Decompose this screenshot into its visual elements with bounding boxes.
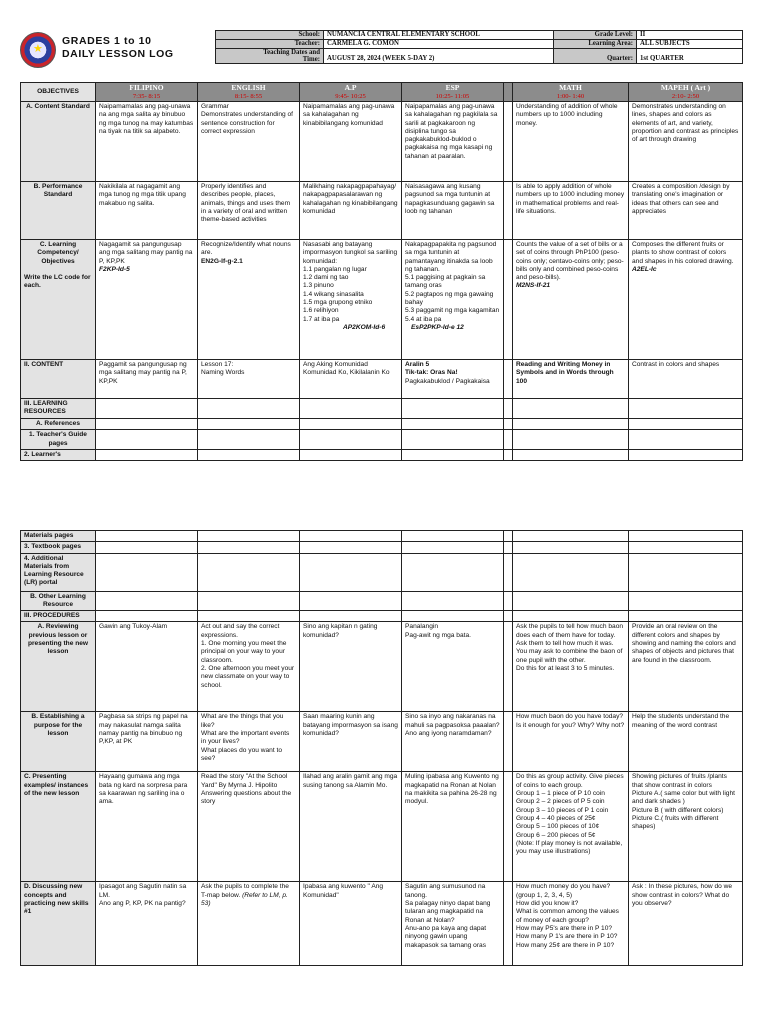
page-bottom xyxy=(20,530,742,966)
row-label: B. Performance Standard xyxy=(21,182,96,240)
empty-cell xyxy=(300,449,402,460)
row-discussing-concepts xyxy=(21,882,743,966)
row-textbook-pages xyxy=(21,542,743,553)
empty-cell xyxy=(198,611,300,622)
cell-esp: Muling ipabasa ang Kuwento ng magkapatid na Ronan at Nolan na makikita sa pahina 26-28 ng modyul. xyxy=(402,772,504,882)
log-header xyxy=(20,30,742,74)
empty-cell xyxy=(402,611,504,622)
cell-esp: Sino sa inyo ang nakaranas na mahuli sa pagpasoksa paaalan? Ano ang iyong naramdaman? xyxy=(402,712,504,772)
cell-ap: Saan maaring kunin ang batayang impormasyon sa isang komunidad? xyxy=(300,712,402,772)
row-label: B. Other Learning Resource xyxy=(21,591,96,611)
objectives-header: OBJECTIVES xyxy=(21,83,96,102)
lc-code: F2KP-Id-5 xyxy=(99,265,130,273)
separator-cell xyxy=(504,553,513,591)
empty-cell xyxy=(629,531,743,542)
dates-label-1: Teaching Dates and xyxy=(263,49,320,56)
empty-cell xyxy=(198,399,300,419)
empty-cell xyxy=(198,419,300,430)
row-references xyxy=(21,419,743,430)
empty-cell xyxy=(629,611,743,622)
row-content-standard xyxy=(21,102,743,182)
title-line-2: DAILY LESSON LOG xyxy=(62,48,174,60)
subject-time: 2:10- 2:50 xyxy=(671,93,700,100)
empty-cell xyxy=(300,553,402,591)
lc-code: EN2G-If-g-2.1 xyxy=(201,257,243,265)
cell-math: Do this as group activity. Give pieces of coins to each group. Group 1 – 1 piece of P 10 coin Group 2 – 2 pieces of P 5 coin Group 3 – 10 pieces of P 1 coin Group 4 – 40 pieces of 25¢ Group 5 – 100 pieces of 10¢ Group 6 – 200 pieces of 5¢ (Note: If play money is not available, you may use illustrations) xyxy=(513,772,629,882)
separator-cell xyxy=(504,430,513,450)
empty-cell xyxy=(402,430,504,450)
empty-cell xyxy=(629,430,743,450)
cell-text: Recognize/Identify what nouns are. xyxy=(201,241,291,257)
subject-time: 8:15- 8:55 xyxy=(234,93,263,100)
empty-cell xyxy=(96,542,198,553)
lc-code: A2EL-Ic xyxy=(632,265,657,273)
lc-code: AP2KOM-Id-6 xyxy=(343,323,386,331)
cell-math: Ask the pupils to tell how much baon does each of them have for today. Ask them to tell how much it was. You may ask to combine the baon of one pupil with the other. Do this for at least 3 to 5 minutes. xyxy=(513,622,629,712)
row-label: A. References xyxy=(21,419,96,430)
cell-filipino xyxy=(96,240,198,360)
row-label: III. PROCEDURES xyxy=(21,611,96,622)
cell-text: Counts the value of a set of bills or a set of coins through PhP100 (peso-coins only; centavo-coins only; peso-bills only and combined peso-coins and peso-bills). xyxy=(516,241,624,282)
empty-cell xyxy=(402,591,504,611)
row-presenting-examples xyxy=(21,772,743,882)
cell-mapeh: Provide an oral review on the different colors and shapes by showing and naming the colors and shapes of objects and pictures that are found in the classroom. xyxy=(629,622,743,712)
row-label: 4. Additional Materials from Learning Resource (LR) portal xyxy=(21,553,96,591)
separator-cell xyxy=(504,102,513,182)
subject-ap xyxy=(300,83,402,102)
cell-math: How much money do you have? (group 1, 2, 3, 4, 5) How did you know it? What is common among the values of money of each group? How may P5's are there in P 10? How many P 1's are there in P 10? How many 25¢ are there in P 10? xyxy=(513,882,629,966)
cell-ap: Ipabasa ang kuwento " Ang Komunidad" xyxy=(300,882,402,966)
grade-value: II xyxy=(637,31,743,40)
empty-cell xyxy=(513,553,629,591)
separator-cell xyxy=(504,712,513,772)
separator-cell xyxy=(504,622,513,712)
empty-cell xyxy=(96,591,198,611)
cell-esp: Panalangin Pag-awit ng mga bata. xyxy=(402,622,504,712)
teacher-label: Teacher: xyxy=(216,40,324,49)
subject-time: 10:25- 11:05 xyxy=(435,93,470,100)
empty-cell xyxy=(402,449,504,460)
subject-name: FILIPINO xyxy=(129,83,164,92)
row-label: B. Establishing a purpose for the lesson xyxy=(21,712,96,772)
quarter-label: Quarter: xyxy=(554,49,637,64)
empty-cell xyxy=(402,419,504,430)
cell-math xyxy=(513,240,629,360)
title-line-1: GRADES 1 to 10 xyxy=(62,35,152,47)
row-label xyxy=(21,240,96,360)
empty-cell xyxy=(96,611,198,622)
cell-english: Act out and say the correct expressions. 1. One morning you meet the principal on your way to your classroom. 2. One afternoon you meet your new classmate on your way to school. xyxy=(198,622,300,712)
separator-cell xyxy=(504,591,513,611)
cell-esp: Naisasagawa ang kusang pagsunod sa mga tuntunin at napagkasunduang gagawin sa loob ng tahanan xyxy=(402,182,504,240)
cell-english: What are the things that you like? What are the important events in your lives? What places do you want to see? xyxy=(198,712,300,772)
subject-mapeh xyxy=(629,83,743,102)
empty-cell xyxy=(513,419,629,430)
dates-value: AUGUST 28, 2024 (WEEK 5-DAY 2) xyxy=(324,49,554,64)
cell-esp: Sagutin ang sumusunod na tanong. Sa palagay ninyo dapat bang tularan ang magkapatid na Ronan at Nolan? Anu-ano pa kaya ang dapat ninyong gawin upang makapasok sa tamang oras xyxy=(402,882,504,966)
empty-cell xyxy=(300,419,402,430)
row-label: 1. Teacher's Guide pages xyxy=(21,430,96,450)
empty-cell xyxy=(300,399,402,419)
lc-code: M2NS-If-21 xyxy=(516,282,551,290)
subject-name: A.P xyxy=(344,83,357,92)
cell-english: Grammar Demonstrates understanding of sentence construction for correct expression xyxy=(198,102,300,182)
separator-cell xyxy=(504,240,513,360)
empty-cell xyxy=(513,430,629,450)
subject-esp xyxy=(402,83,504,102)
empty-cell xyxy=(402,542,504,553)
separator-cell xyxy=(504,531,513,542)
row-label: Materials pages xyxy=(21,531,96,542)
teacher-value: CARMELA G. COMON xyxy=(324,40,554,49)
cell-mapeh: Ask : In these pictures, how do we show contrast in colors? What do you observe? xyxy=(629,882,743,966)
empty-cell xyxy=(513,611,629,622)
cell-mapeh: Help the students understand the meaning of the word contrast xyxy=(629,712,743,772)
empty-cell xyxy=(96,553,198,591)
competency-label: C. Learning Competency/ Objectives xyxy=(37,241,79,265)
empty-cell xyxy=(198,591,300,611)
cell-filipino: Ipasagot ang Sagutin natin sa LM. Ano ang P, KP, PK na pantig? xyxy=(96,882,198,966)
empty-cell xyxy=(402,531,504,542)
separator-cell xyxy=(504,360,513,399)
subject-name: MAPEH ( Art ) xyxy=(660,83,711,92)
row-establishing-purpose xyxy=(21,712,743,772)
subject-name: ESP xyxy=(445,83,460,92)
cell-text: Ask the pupils to complete the T-map below. xyxy=(201,883,289,899)
cell-esp xyxy=(402,360,504,399)
cell-text: Nagagamit sa pangungusap ang mga salitang may pantig na P, KP,PK xyxy=(99,241,193,265)
row-label: III. LEARNING RESOURCES xyxy=(21,399,96,419)
separator-cell xyxy=(504,449,513,460)
cell-esp: Naipapamalas ang pag-unawa sa kahalagahan ng pagkilala sa sarili at pagkakaroon ng disiplina tungo sa pagkakabuklod-buklod o pagkakaisa ng mga kasapi ng tahanan at paaralan. xyxy=(402,102,504,182)
empty-cell xyxy=(513,542,629,553)
separator-cell xyxy=(504,399,513,419)
subject-header-row xyxy=(21,83,743,102)
cell-filipino: Nakikilala at nagagamit ang mga tunog ng mga titik upang makabuo ng salita. xyxy=(96,182,198,240)
subject-filipino xyxy=(96,83,198,102)
row-label: 3. Textbook pages xyxy=(21,542,96,553)
empty-cell xyxy=(402,399,504,419)
quarter-value: 1st QUARTER xyxy=(637,49,743,64)
empty-cell xyxy=(96,419,198,430)
cell-text: Composes the different fruits or plants to show contrast of colors and shapes in his colored drawing. xyxy=(632,241,734,265)
empty-cell xyxy=(300,611,402,622)
cell-english: Read the story "At the School Yard" By Myrna J. Hipolito Answering questions about the story xyxy=(198,772,300,882)
separator-cell xyxy=(504,542,513,553)
cell-ap: Ilahad ang aralin gamit ang mga susing tanong sa Alamin Mo. xyxy=(300,772,402,882)
log-title xyxy=(62,35,174,61)
cell-ap: Malikhaing nakapagpapahayag/ nakapagpapasalarawan ng kahalagahan ng kinabibilangang komunidad xyxy=(300,182,402,240)
empty-cell xyxy=(629,449,743,460)
separator-cell xyxy=(504,611,513,622)
empty-cell xyxy=(198,430,300,450)
esp-lesson-title: Aralin 5 Tik-tak: Oras Na! xyxy=(405,361,458,377)
cell-filipino: Hayaang gumawa ang mga bata ng kard na sorpresa para sa kaarawan ng sariling ina o ama. xyxy=(96,772,198,882)
cell-text: Nakapagpapakita ng pagsunod sa mga tuntunin at pamantayang itinakda sa loob ng tahanan. 5.1 paggising at pagkain sa tamang oras 5.2 pagtapos ng mga gawaing bahay 5.3 paggamit ng mga kagamitan 5.4 at iba pa xyxy=(405,241,500,323)
subject-name: ENGLISH xyxy=(231,83,266,92)
empty-cell xyxy=(198,553,300,591)
cell-mapeh: Demonstrates understanding on lines, shapes and colors as elements of art, and variety, proportion and contrast as principles of art through drawing xyxy=(629,102,743,182)
area-value: ALL SUBJECTS xyxy=(637,40,743,49)
page-top xyxy=(20,30,742,461)
school-label: School: xyxy=(216,31,324,40)
empty-cell xyxy=(629,399,743,419)
subject-time: 7:35- 8:15 xyxy=(132,93,161,100)
row-learning-resources xyxy=(21,399,743,419)
empty-cell xyxy=(513,449,629,460)
row-learners xyxy=(21,449,743,460)
empty-cell xyxy=(96,399,198,419)
cell-math: Understanding of addition of whole numbers up to 1000 including money. xyxy=(513,102,629,182)
cell-mapeh xyxy=(629,240,743,360)
cell-english xyxy=(198,882,300,966)
row-content xyxy=(21,360,743,399)
empty-cell xyxy=(629,542,743,553)
row-additional-materials xyxy=(21,553,743,591)
cell-mapeh: Creates a composition /design by translating one's imagination or ideas that others can see and appreciates xyxy=(629,182,743,240)
grade-label: Grade Level: xyxy=(554,31,637,40)
empty-cell xyxy=(198,449,300,460)
empty-cell xyxy=(513,531,629,542)
lc-code: EsP2PKP-Id-e 12 xyxy=(411,323,464,331)
separator-cell xyxy=(504,772,513,882)
cell-filipino: Naipamamalas ang pag-unawa na ang mga salita ay binubuo ng mga tunog na may katumbas na tiyak na titik sa alpabeto. xyxy=(96,102,198,182)
school-value: NUMANCIA CENTRAL ELEMENTARY SCHOOL xyxy=(324,31,554,40)
separator-cell xyxy=(504,83,513,102)
empty-cell xyxy=(402,553,504,591)
empty-cell xyxy=(96,449,198,460)
row-learning-competency xyxy=(21,240,743,360)
separator-cell xyxy=(504,419,513,430)
empty-cell xyxy=(300,531,402,542)
cell-english: Properly identifies and describes people, places, animals, things and uses them in a variety of oral and written theme-based activities xyxy=(198,182,300,240)
empty-cell xyxy=(300,430,402,450)
row-label: C. Presenting examples/ instances of the new lesson xyxy=(21,772,96,882)
cell-filipino: Paggamit sa pangungusap ng mga salitang may pantig na P, KP,PK xyxy=(96,360,198,399)
row-performance-standard xyxy=(21,182,743,240)
empty-cell xyxy=(629,419,743,430)
empty-cell xyxy=(96,531,198,542)
empty-cell xyxy=(513,591,629,611)
empty-cell xyxy=(198,542,300,553)
row-label: A. Content Standard xyxy=(21,102,96,182)
cell-text: Nasasabi ang batayang impormasyon tungkol sa sariling komunidad: 1.1 pangalan ng lugar 1.2 dami ng tao 1.3 pinuno 1.4 wikang sinasalita 1.5 mga grupong etniko 1.6 relihiyon 1.7 at iba pa xyxy=(303,241,398,323)
cell-english: Lesson 17: Naming Words xyxy=(198,360,300,399)
cell-ap xyxy=(300,240,402,360)
row-other-resources xyxy=(21,591,743,611)
empty-cell xyxy=(300,591,402,611)
deped-seal-icon: ★ xyxy=(20,32,56,68)
header-info-table xyxy=(215,30,743,64)
lc-code-note: Write the LC code for each. xyxy=(24,273,91,290)
cell-mapeh: Contrast in colors and shapes xyxy=(629,360,743,399)
empty-cell xyxy=(96,430,198,450)
row-label: D. Discussing new concepts and practicing new skills #1 xyxy=(21,882,96,966)
cell-ap: Naipamamalas ang pag-unawa sa kahalagahan ng kinabibilangang komunidad xyxy=(300,102,402,182)
subject-english xyxy=(198,83,300,102)
cell-filipino: Pagbasa sa strips ng papel na may nakasulat namga salita namay pantig na binubuo ng P,KP, at PK xyxy=(96,712,198,772)
subject-time: 1:00- 1:40 xyxy=(556,93,585,100)
lesson-table-top xyxy=(20,82,743,461)
row-label: II. CONTENT xyxy=(21,360,96,399)
cell-math: Is able to apply addition of whole numbers up to 1000 including money in mathematical problems and real-life situations. xyxy=(513,182,629,240)
dates-label xyxy=(216,49,324,64)
area-label: Learning Area: xyxy=(554,40,637,49)
row-procedures xyxy=(21,611,743,622)
separator-cell xyxy=(504,882,513,966)
cell-english xyxy=(198,240,300,360)
row-label: A. Reviewing previous lesson or presenting the new lesson xyxy=(21,622,96,712)
cell-mapeh: Showing pictures of fruits /plants that show contrast in colors Picture A.( same color but with light and dark shades ) Picture B ( with different colors) Picture C.( fruits with different shapes) xyxy=(629,772,743,882)
cell-math: Reading and Writing Money in Symbols and in Words through 100 xyxy=(513,360,629,399)
lm-reference: (Refer to LM, p. 53) xyxy=(201,891,288,908)
separator-cell xyxy=(504,182,513,240)
row-label: 2. Learner's xyxy=(21,449,96,460)
empty-cell xyxy=(629,591,743,611)
row-reviewing xyxy=(21,622,743,712)
cell-ap: Ang Aking Komunidad Komunidad Ko, Kikilalanin Ko xyxy=(300,360,402,399)
subject-math xyxy=(513,83,629,102)
subject-time: 9:45- 10:25 xyxy=(335,93,366,100)
cell-math: How much baon do you have today? Is it enough for you? Why? Why not? xyxy=(513,712,629,772)
row-teachers-guide xyxy=(21,430,743,450)
cell-text: Pagkakabuklod / Pagkakaisa xyxy=(405,377,490,385)
cell-filipino: Gawin ang Tukoy-Alam xyxy=(96,622,198,712)
row-materials-pages xyxy=(21,531,743,542)
empty-cell xyxy=(300,542,402,553)
empty-cell xyxy=(629,553,743,591)
dates-label-2: Time: xyxy=(302,56,320,63)
lesson-table-bottom xyxy=(20,530,743,966)
empty-cell xyxy=(513,399,629,419)
cell-esp xyxy=(402,240,504,360)
subject-name: MATH xyxy=(559,83,582,92)
cell-ap: Sino ang kapitan n gating komunidad? xyxy=(300,622,402,712)
empty-cell xyxy=(198,531,300,542)
